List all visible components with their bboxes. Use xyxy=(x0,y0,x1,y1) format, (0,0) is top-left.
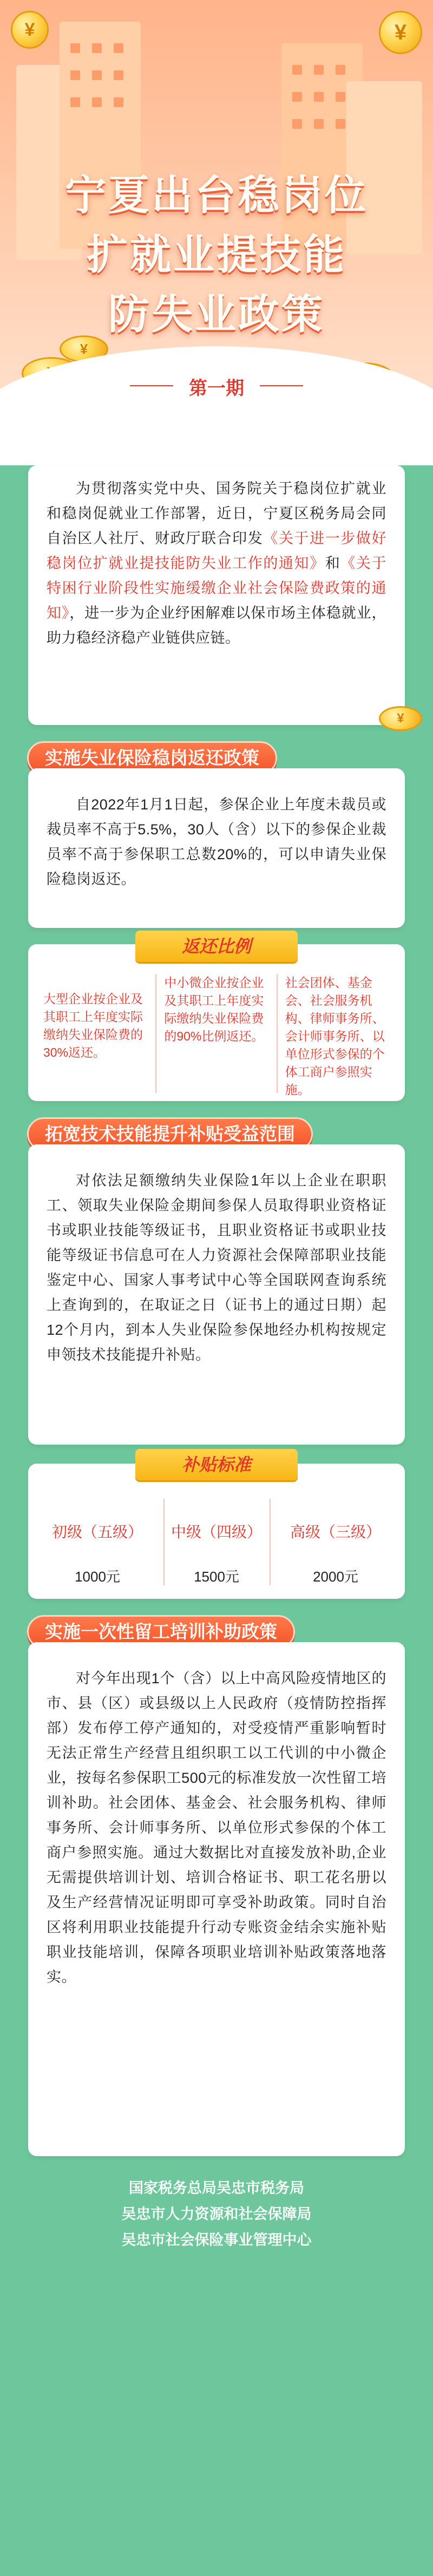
ratio-large-enterprise: 大型企业按企业及其职工上年度实际缴纳失业保险费的30%返还。 xyxy=(43,992,143,1059)
tier-level: 高级（三级） xyxy=(290,1524,381,1540)
tier-amount: 2000元 xyxy=(313,1569,358,1585)
ratio-columns xyxy=(36,974,397,1097)
section2-body: 对依法足额缴纳失业保险1年以上企业在职职工、领取失业保险金期间参保人员取得职业资格证书或职业技能等级证书，且职业资格证书或职业技能等级证书信息可在人力资源社会保障部职业技能鉴定中心、国家人事考试中心等全国联网查询系统上查询到的，在取证之日（证书上的通过日期）起12个月内，到本人失业保险参保地经办机构按规定申领技术技能提升补贴。 xyxy=(47,1172,386,1363)
section-title: 实施一次性留工培训补助政策 xyxy=(27,1615,295,1649)
tier-senior xyxy=(271,1520,401,1586)
ratio-small-enterprise: 中小微企业按企业及其职工上年度实际缴纳失业保险费的90%比例返还。 xyxy=(155,974,276,1093)
coin-icon: ¥ xyxy=(11,11,49,49)
tier-level: 中级（四级） xyxy=(170,1524,262,1540)
footer-org: 吴忠市人力资源和社会保障局 xyxy=(121,2206,312,2222)
section1-body: 自2022年1月1日起，参保企业上年度未裁员或裁员率不高于5.5%，30人（含）以下的参保企业裁员率不高于参保职工总数20%的，可以申请失业保险稳岗返还。 xyxy=(47,796,386,887)
tier-amount: 1500元 xyxy=(194,1569,239,1585)
tier-intermediate xyxy=(157,1520,276,1586)
notice-link-2[interactable]: 《关于特困行业阶段性实施缓缴企业社会保险费政策的通知》 xyxy=(47,555,387,621)
section3-body: 对今年出现1个（含）以上中高风险疫情地区的市、县（区）或县级以上人民政府（疫情防控指挥部）发布停工停产通知的，对受疫情严重影响暂时无法正常生产经营且组织职工以工代训的中小微企业，按每名参保职工500元的标准发放一次性留工培训补助。社会团体、基金会、社会服务机构、律师事务所、会计师事务所、以单位形式参保的个体工商户参照实施。通过大数据比对直接发放补助,企业无需提供培训计划、培训合格证书、职工花名册以及生产经营情况证明即可享受补助政策。同时自治区将利用职业技能提升行动专账资金结余实施补贴职业技能培训，保障各项职业培训补贴政策落地落实。 xyxy=(47,1670,386,1985)
tier-junior xyxy=(32,1520,162,1586)
hero-title-line: 防失业政策 xyxy=(108,292,325,338)
intro-paragraph xyxy=(47,476,386,650)
section-title: 拓宽技术技能提升补贴受益范围 xyxy=(27,1117,313,1151)
notice-link-1[interactable]: 《关于进一步做好稳岗位扩就业提技能防失业工作的通知》 xyxy=(47,530,387,571)
hero-banner xyxy=(0,0,433,433)
section-title: 实施失业保险稳岗返还政策 xyxy=(27,741,277,775)
intro-card xyxy=(28,465,405,725)
hero-bottom-band xyxy=(0,433,433,465)
coin-icon: ¥ xyxy=(379,11,422,54)
hero-title-line: 扩就业提技能 xyxy=(87,232,346,278)
intro-text: ，进一步为企业纾困解难以保市场主体稳就业，助力稳经济稳产业链供应链。 xyxy=(47,605,387,646)
coin-icon: ¥ xyxy=(60,335,108,363)
standard-ribbon: 补贴标准 xyxy=(135,1449,298,1480)
ratio-ribbon: 返还比例 xyxy=(135,931,298,962)
hero-title-line: 宁夏出台稳岗位 xyxy=(65,173,368,219)
coin-icon: ¥ xyxy=(379,706,422,731)
intro-text: 为贯彻落实党中央、国务院关于稳岗位扩就业和稳岗促就业工作部署，近日，宁夏区税务局会同自治区人社厅、财政厅联合印发 xyxy=(47,480,386,546)
section2-card xyxy=(28,1144,405,1445)
footer-org: 国家税务总局吴忠市税务局 xyxy=(129,2180,304,2196)
section3-card xyxy=(28,1642,405,2156)
intro-text: 和 xyxy=(325,555,341,571)
tier-level: 初级（五级） xyxy=(51,1524,143,1540)
issue-number: 第一期 xyxy=(189,378,244,399)
section1-card xyxy=(28,768,405,928)
ratio-social-groups: 社会团体、基金会、社会服务机构、律师事务所、会计师事务所、以单位形式参保的个体工商户参照实施。 xyxy=(277,974,397,1093)
footer-org: 吴忠市社会保险事业管理中心 xyxy=(121,2232,312,2248)
tier-amount: 1000元 xyxy=(75,1569,120,1585)
